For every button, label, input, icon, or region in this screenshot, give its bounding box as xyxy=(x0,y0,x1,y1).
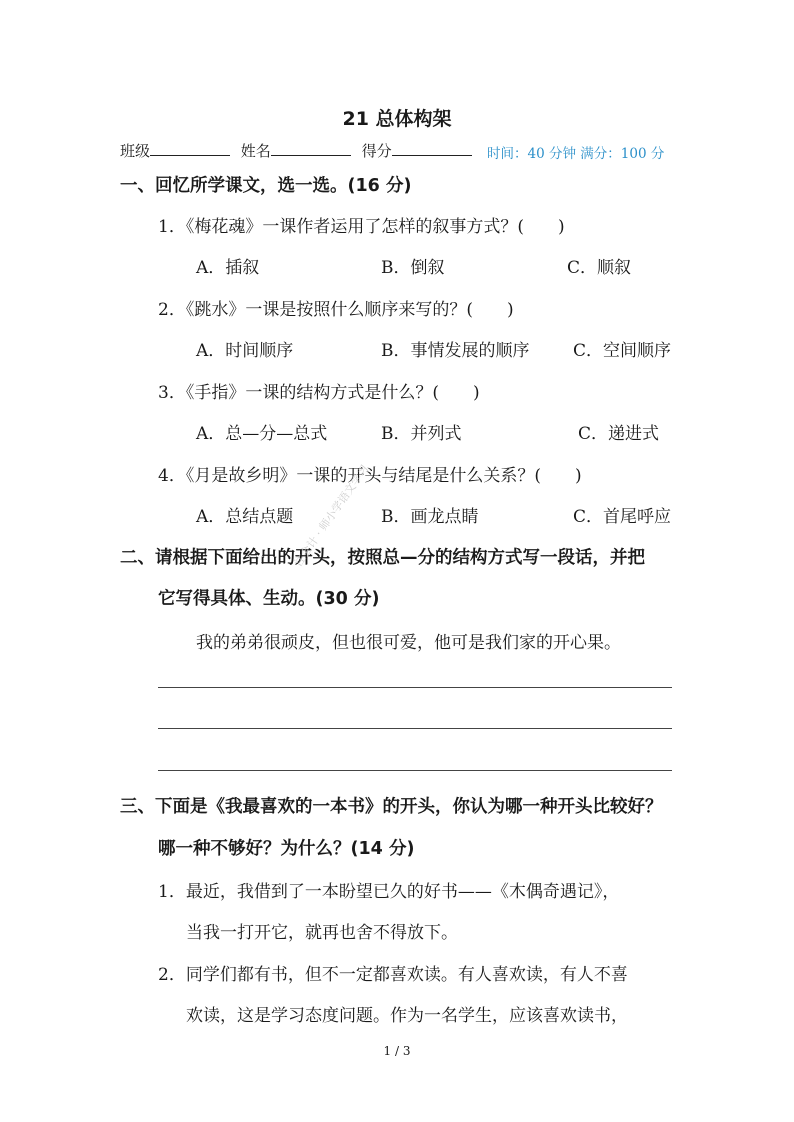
page-title: 21 总体构架 xyxy=(342,108,452,130)
question-4-stem: 4．《月是故乡明》一课的开头与结尾是什么关系？( ) xyxy=(158,466,582,486)
writing-line-3[interactable] xyxy=(158,770,672,771)
question-1-stem: 1．《梅花魂》一课作者运用了怎样的叙事方式？( ) xyxy=(158,217,565,237)
section2-heading-line1: 二、请根据下面给出的开头，按照总—分的结构方式写一段话，并把 xyxy=(120,548,645,568)
section1-heading: 一、回忆所学课文，选一选。(16 分) xyxy=(120,176,412,196)
question-4-option-b[interactable]: B．画龙点睛 xyxy=(381,507,479,527)
student-info-row xyxy=(120,140,472,161)
time-info: 时间：40 分钟 满分：100 分 xyxy=(487,146,665,162)
writing-line-2[interactable] xyxy=(158,728,672,729)
class-blank[interactable] xyxy=(150,141,230,156)
score-label: 得分 xyxy=(361,142,392,160)
section3-item1-line2: 当我一打开它，就再也舍不得放下。 xyxy=(186,923,458,943)
section3-heading-line2: 哪一种不够好？为什么？(14 分) xyxy=(158,839,415,859)
section3-heading-line1: 三、下面是《我最喜欢的一本书》的开头，你认为哪一种开头比较好？ xyxy=(120,797,663,817)
name-blank[interactable] xyxy=(271,141,351,156)
class-label: 班级 xyxy=(120,142,151,160)
question-1-option-b[interactable]: B．倒叙 xyxy=(381,258,445,278)
question-3-option-c[interactable]: C．递进式 xyxy=(578,424,660,444)
name-label: 姓名 xyxy=(240,142,271,160)
question-3-option-a[interactable]: A．总—分—总式 xyxy=(196,424,328,444)
question-4-option-c[interactable]: C．首尾呼应 xyxy=(573,507,672,527)
section3-item2-line2: 欢读，这是学习态度问题。作为一名学生，应该喜欢读书， xyxy=(186,1006,628,1026)
question-4-option-a[interactable]: A．总结点题 xyxy=(196,507,294,527)
question-2-option-c[interactable]: C．空间顺序 xyxy=(573,341,672,361)
question-3-option-b[interactable]: B．并列式 xyxy=(381,424,462,444)
question-1-option-a[interactable]: A．插叙 xyxy=(196,258,260,278)
section3-item1-line1: 1．最近，我借到了一本盼望已久的好书——《木偶奇遇记》， xyxy=(158,882,620,902)
question-1-option-c[interactable]: C．顺叙 xyxy=(567,258,632,278)
page-number: 1 / 3 xyxy=(383,1044,411,1058)
question-3-stem: 3．《手指》一课的结构方式是什么？( ) xyxy=(158,383,480,403)
writing-line-1[interactable] xyxy=(158,687,672,688)
section3-item2-line1: 2．同学们都有书，但不一定都喜欢读。有人喜欢读，有人不喜 xyxy=(158,965,628,985)
question-2-stem: 2．《跳水》一课是按照什么顺序来写的？( ) xyxy=(158,300,514,320)
watermark: 注会计 · 师小学语文学习 xyxy=(291,462,372,569)
section2-heading-line2: 它写得具体、生动。(30 分) xyxy=(158,589,380,609)
question-2-option-a[interactable]: A．时间顺序 xyxy=(196,341,294,361)
section2-prompt: 我的弟弟很顽皮，但也很可爱，他可是我们家的开心果。 xyxy=(196,633,621,653)
score-blank[interactable] xyxy=(392,141,472,156)
question-2-option-b[interactable]: B．事情发展的顺序 xyxy=(381,341,530,361)
